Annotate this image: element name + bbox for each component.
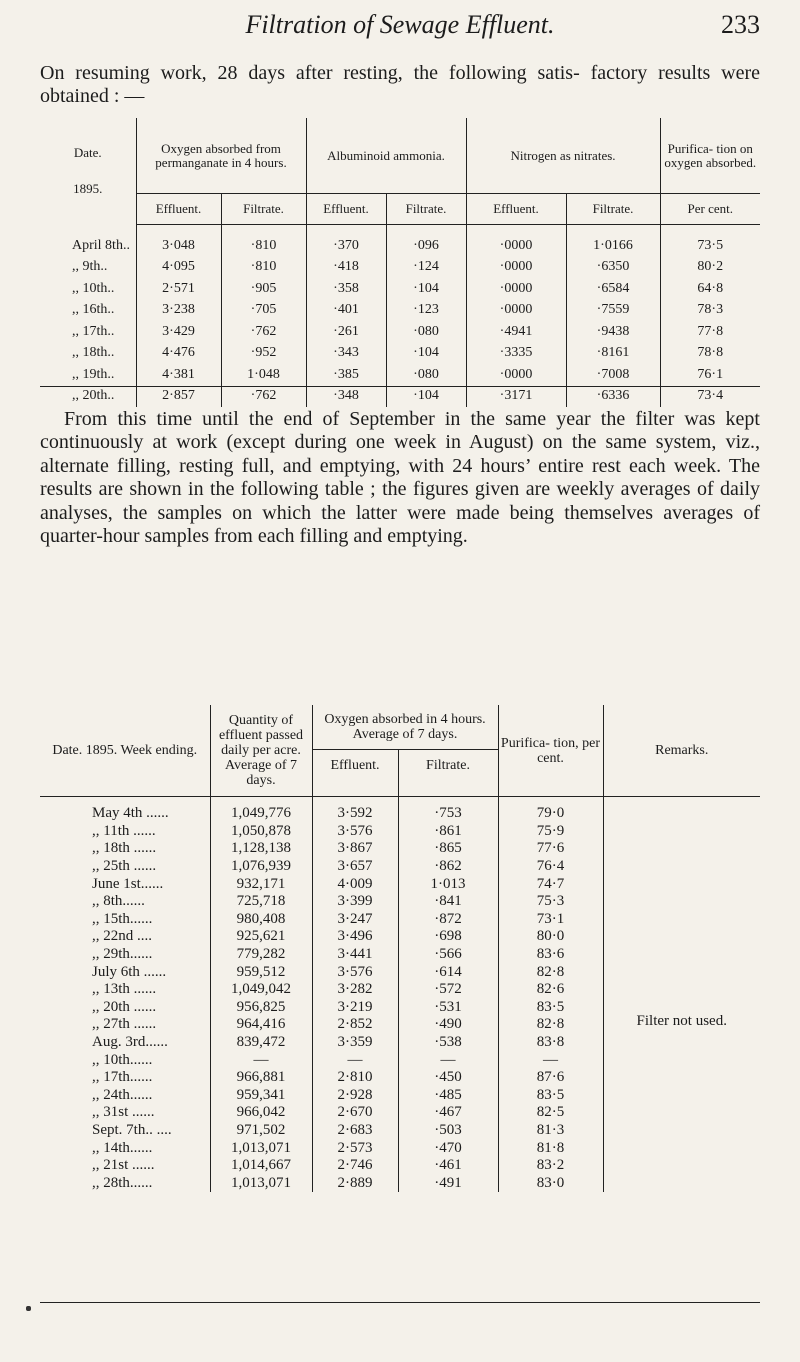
cell: — <box>210 1051 312 1069</box>
cell: 3·576 <box>312 823 398 841</box>
cell: ·6584 <box>566 278 660 300</box>
table-row <box>40 321 760 343</box>
cell: 73·4 <box>660 386 760 408</box>
cell: 1·0166 <box>566 225 660 257</box>
cell: 1·048 <box>221 364 306 386</box>
results-table-weekly <box>40 705 760 1192</box>
cell: 82·6 <box>498 981 603 999</box>
cell: ·762 <box>221 386 306 408</box>
col-ox-filtrate: Filtrate. <box>221 194 306 225</box>
cell: 839,472 <box>210 1034 312 1052</box>
cell-date: Aug. 3rd...... <box>92 1034 168 1051</box>
cell: ·0000 <box>466 300 566 322</box>
cell: 1,049,776 <box>210 797 312 823</box>
cell-date: ,, 17th.. <box>72 323 115 339</box>
table-row <box>40 343 760 365</box>
cell: ·461 <box>398 1157 498 1175</box>
cell-date: ,, 16th.. <box>72 302 115 318</box>
cell: ·698 <box>398 928 498 946</box>
cell: ·491 <box>398 1174 498 1192</box>
cell: ·104 <box>386 386 466 408</box>
cell: 3·867 <box>312 840 398 858</box>
cell: 3·592 <box>312 797 398 823</box>
cell: 74·7 <box>498 875 603 893</box>
cell: 76·1 <box>660 364 760 386</box>
cell-date: ,, 17th...... <box>92 1069 153 1086</box>
cell: ·104 <box>386 278 466 300</box>
cell-date: May 4th ...... <box>92 805 169 822</box>
cell: ·261 <box>306 321 386 343</box>
remark-cell <box>603 797 760 1193</box>
cell: 83·2 <box>498 1157 603 1175</box>
cell: 83·5 <box>498 999 603 1017</box>
cell: ·096 <box>386 225 466 257</box>
cell: ·810 <box>221 225 306 257</box>
cell: 73·1 <box>498 911 603 929</box>
cell: ·104 <box>386 343 466 365</box>
cell: 3·247 <box>312 911 398 929</box>
body-paragraph: From this time until the end of September in the same year the filter was kept continuously at work (except during one week in August) on the same system, viz., alternate filling, resting full, and emptying, with 24 hours’ entire rest each week. The results are shown in the following table ; the figures given are weekly averages of daily analyses, the samples on which the latter were made being themselves averages of quarter-hour samples from each filling and emptying. <box>40 408 760 548</box>
cell: 980,408 <box>210 911 312 929</box>
cell: ·0000 <box>466 225 566 257</box>
table-row <box>40 797 760 823</box>
cell: ·531 <box>398 999 498 1017</box>
col-oxygen-4h: Oxygen absorbed in 4 hours. Average of 7 days. <box>312 705 498 750</box>
cell: ·7559 <box>566 300 660 322</box>
cell: 4·009 <box>312 875 398 893</box>
cell: — <box>498 1051 603 1069</box>
table1-bottom-rule <box>40 386 760 387</box>
cell: ·862 <box>398 858 498 876</box>
col-alb-effluent: Effluent. <box>306 194 386 225</box>
print-speck <box>26 1306 31 1311</box>
cell: ·450 <box>398 1069 498 1087</box>
cell: ·503 <box>398 1122 498 1140</box>
cell-date: ,, 24th...... <box>92 1086 153 1103</box>
table-row <box>40 278 760 300</box>
cell: ·123 <box>386 300 466 322</box>
cell: ·762 <box>221 321 306 343</box>
col-nit-effluent: Effluent. <box>466 194 566 225</box>
cell: ·370 <box>306 225 386 257</box>
cell-date: ,, 28th...... <box>92 1174 153 1191</box>
cell: 83·6 <box>498 946 603 964</box>
table-row <box>40 386 760 408</box>
cell: ·358 <box>306 278 386 300</box>
cell: ·572 <box>398 981 498 999</box>
cell: 964,416 <box>210 1016 312 1034</box>
cell: 1·013 <box>398 875 498 893</box>
table2-bottom-rule <box>40 1302 760 1303</box>
cell: ·470 <box>398 1139 498 1157</box>
cell: 73·5 <box>660 225 760 257</box>
cell: 2·889 <box>312 1174 398 1192</box>
cell: 82·5 <box>498 1104 603 1122</box>
cell: 3·359 <box>312 1034 398 1052</box>
cell-date: ,, 14th...... <box>92 1139 153 1156</box>
cell: 83·5 <box>498 1087 603 1105</box>
cell-date: ,, 31st ...... <box>92 1104 155 1121</box>
col-effluent: Effluent. <box>312 750 398 781</box>
cell: 76·4 <box>498 858 603 876</box>
table-row <box>40 300 760 322</box>
cell: 3·048 <box>136 225 221 257</box>
cell: ·872 <box>398 911 498 929</box>
col-nitrogen-header: Nitrogen as nitrates. <box>466 118 660 194</box>
running-title: Filtration of Sewage Effluent. <box>245 10 555 39</box>
cell: ·810 <box>221 257 306 279</box>
col-week-date: Date. 1895. Week ending. <box>40 705 210 797</box>
cell: ·348 <box>306 386 386 408</box>
cell-date: ,, 19th.. <box>72 366 115 382</box>
table-row <box>40 225 760 257</box>
cell: 1,014,667 <box>210 1157 312 1175</box>
remark-filter-not-used: Filter not used. <box>636 1013 727 1030</box>
cell-date: ,, 22nd .... <box>92 928 152 945</box>
cell: 925,621 <box>210 928 312 946</box>
cell: ·485 <box>398 1087 498 1105</box>
cell-date: ,, 8th...... <box>92 893 145 910</box>
cell: 81·3 <box>498 1122 603 1140</box>
cell: ·343 <box>306 343 386 365</box>
cell: 3·399 <box>312 893 398 911</box>
col-oxygen-header: Oxygen absorbed from permanganate in 4 hours. <box>136 118 306 194</box>
cell: ·0000 <box>466 278 566 300</box>
cell: 2·857 <box>136 386 221 408</box>
col-alb-filtrate: Filtrate. <box>386 194 466 225</box>
cell: 64·8 <box>660 278 760 300</box>
page-header <box>0 0 800 60</box>
cell: 4·381 <box>136 364 221 386</box>
cell-date: ,, 11th ...... <box>92 822 156 839</box>
cell-date: ,, 20th ...... <box>92 998 157 1015</box>
cell: 1,050,878 <box>210 823 312 841</box>
cell-date: ,, 20th.. <box>72 388 115 404</box>
header-spacer <box>398 780 498 797</box>
cell: 83·0 <box>498 1174 603 1192</box>
cell: ·538 <box>398 1034 498 1052</box>
cell: 78·3 <box>660 300 760 322</box>
cell: 1,049,042 <box>210 981 312 999</box>
cell-date: ,, 10th.. <box>72 280 115 296</box>
cell: ·705 <box>221 300 306 322</box>
col-year-label: 1895. <box>73 181 103 197</box>
cell: 2·670 <box>312 1104 398 1122</box>
cell: ·8161 <box>566 343 660 365</box>
cell-date: ,, 18th.. <box>72 345 115 361</box>
cell-date: July 6th ...... <box>92 963 167 980</box>
cell: ·080 <box>386 364 466 386</box>
table-row <box>40 364 760 386</box>
cell: 77·8 <box>660 321 760 343</box>
col-quantity: Quantity of effluent passed daily per acre. Average of 7 days. <box>210 705 312 797</box>
cell: 77·6 <box>498 840 603 858</box>
cell: 956,825 <box>210 999 312 1017</box>
col-date <box>40 118 136 225</box>
col-ox-effluent: Effluent. <box>136 194 221 225</box>
cell-date: ,, 10th...... <box>92 1051 153 1068</box>
cell: ·3171 <box>466 386 566 408</box>
cell: 82·8 <box>498 1016 603 1034</box>
cell: 83·8 <box>498 1034 603 1052</box>
cell: 959,512 <box>210 963 312 981</box>
cell: — <box>398 1051 498 1069</box>
cell-date: ,, 21st ...... <box>92 1157 155 1174</box>
cell: ·841 <box>398 893 498 911</box>
cell: ·0000 <box>466 364 566 386</box>
col-nit-filtrate: Filtrate. <box>566 194 660 225</box>
cell: ·861 <box>398 823 498 841</box>
cell: 3·576 <box>312 963 398 981</box>
page-number: 233 <box>721 10 760 39</box>
results-table-april <box>40 118 760 407</box>
cell: 75·9 <box>498 823 603 841</box>
cell: 2·571 <box>136 278 221 300</box>
header-spacer <box>312 780 398 797</box>
cell: 966,042 <box>210 1104 312 1122</box>
cell: 932,171 <box>210 875 312 893</box>
cell: 79·0 <box>498 797 603 823</box>
cell: ·7008 <box>566 364 660 386</box>
cell: ·566 <box>398 946 498 964</box>
cell: 959,341 <box>210 1087 312 1105</box>
cell: 4·476 <box>136 343 221 365</box>
cell: 75·3 <box>498 893 603 911</box>
cell-date: ,, 9th.. <box>72 259 108 275</box>
cell: 1,013,071 <box>210 1174 312 1192</box>
cell: 80·2 <box>660 257 760 279</box>
cell: 2·683 <box>312 1122 398 1140</box>
cell-date: April 8th.. <box>72 237 130 253</box>
cell: 2·746 <box>312 1157 398 1175</box>
cell: 3·429 <box>136 321 221 343</box>
cell: ·952 <box>221 343 306 365</box>
cell: 3·219 <box>312 999 398 1017</box>
cell: 3·238 <box>136 300 221 322</box>
cell: 87·6 <box>498 1069 603 1087</box>
cell: 3·282 <box>312 981 398 999</box>
cell: ·753 <box>398 797 498 823</box>
cell: 80·0 <box>498 928 603 946</box>
cell-date: Sept. 7th.. .... <box>92 1121 172 1138</box>
cell: ·905 <box>221 278 306 300</box>
col-filtrate: Filtrate. <box>398 750 498 781</box>
cell-date: ,, 15th...... <box>92 910 153 927</box>
cell: 82·8 <box>498 963 603 981</box>
cell: ·401 <box>306 300 386 322</box>
cell-date: ,, 27th ...... <box>92 1016 157 1033</box>
cell: 971,502 <box>210 1122 312 1140</box>
cell: 2·573 <box>312 1139 398 1157</box>
cell: ·124 <box>386 257 466 279</box>
col-date-label: Date. <box>73 145 102 161</box>
cell: ·418 <box>306 257 386 279</box>
cell: ·9438 <box>566 321 660 343</box>
cell: ·614 <box>398 963 498 981</box>
cell: — <box>312 1051 398 1069</box>
cell: 2·810 <box>312 1069 398 1087</box>
cell-date: ,, 18th ...... <box>92 840 157 857</box>
cell: ·467 <box>398 1104 498 1122</box>
intro-paragraph: On resuming work, 28 days after resting, the following satis- factory results were obtained : — <box>40 62 760 107</box>
col-albuminoid-header: Albuminoid ammonia. <box>306 118 466 194</box>
table-row <box>40 257 760 279</box>
cell: ·0000 <box>466 257 566 279</box>
cell: 1,128,138 <box>210 840 312 858</box>
cell: ·6350 <box>566 257 660 279</box>
cell-date: ,, 25th ...... <box>92 858 157 875</box>
cell: ·865 <box>398 840 498 858</box>
cell: ·490 <box>398 1016 498 1034</box>
col-purification: Purifica- tion, per cent. <box>498 705 603 797</box>
cell: 725,718 <box>210 893 312 911</box>
cell-date: ,, 13th ...... <box>92 981 157 998</box>
col-remarks: Remarks. <box>603 705 760 797</box>
cell: ·385 <box>306 364 386 386</box>
cell: ·080 <box>386 321 466 343</box>
col-percent: Per cent. <box>660 194 760 225</box>
cell: 3·496 <box>312 928 398 946</box>
cell: ·4941 <box>466 321 566 343</box>
cell: 4·095 <box>136 257 221 279</box>
cell-date: June 1st...... <box>92 875 164 892</box>
cell-date: ,, 29th...... <box>92 946 153 963</box>
cell: 966,881 <box>210 1069 312 1087</box>
cell: 2·852 <box>312 1016 398 1034</box>
cell: 1,076,939 <box>210 858 312 876</box>
cell: 1,013,071 <box>210 1139 312 1157</box>
cell: 2·928 <box>312 1087 398 1105</box>
cell: 3·657 <box>312 858 398 876</box>
cell: 81·8 <box>498 1139 603 1157</box>
cell: 779,282 <box>210 946 312 964</box>
cell: 3·441 <box>312 946 398 964</box>
col-purification-header: Purifica- tion on oxygen absorbed. <box>660 118 760 194</box>
cell: ·6336 <box>566 386 660 408</box>
cell: ·3335 <box>466 343 566 365</box>
cell: 78·8 <box>660 343 760 365</box>
